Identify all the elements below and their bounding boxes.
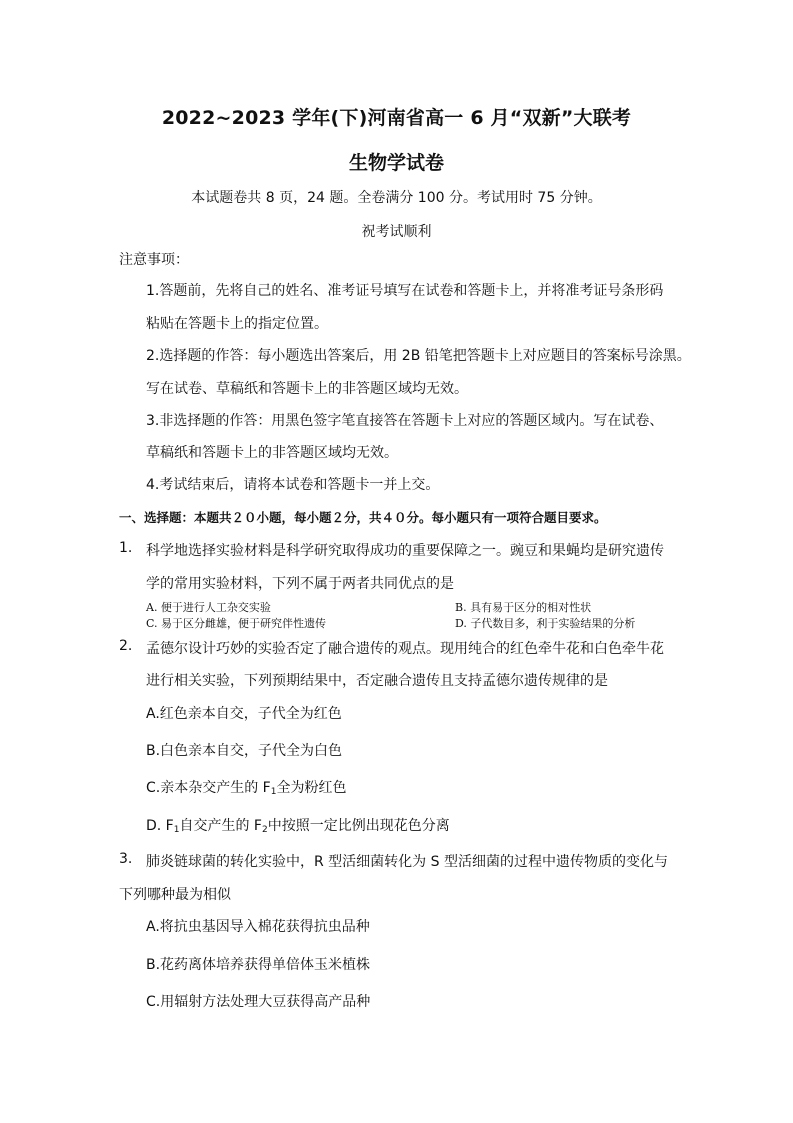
option-b: B.花药离体培养获得单倍体玉米植株	[146, 957, 371, 973]
question-text: 学的常用实验材料，下列不属于两者共同优点的是	[146, 576, 454, 592]
notes-line: 2.选择题的作答：每小题选出答案后，用 2B 铅笔把答题卡上对应题目的答案标号涂黑。	[146, 348, 691, 364]
notes-line: 草稿纸和答题卡上的非答题区域均无效。	[146, 445, 398, 461]
notes-line: 写在试卷、草稿纸和答题卡上的非答题区域均无效。	[146, 381, 468, 397]
question-text: 下列哪种最为相似	[119, 887, 231, 903]
notes-line: 4.考试结束后，请将本试卷和答题卡一并上交。	[146, 477, 440, 493]
question-number: 3.	[119, 851, 133, 867]
exam-title: 2022~2023 学年(下)河南省高一 6 月“双新”大联考	[161, 107, 632, 129]
notes-line: 粘贴在答题卡上的指定位置。	[146, 316, 328, 332]
option-d: D. 子代数目多，利于实验结果的分析	[455, 617, 636, 630]
question-text: 孟德尔设计巧妙的实验否定了融合遗传的观点。现用纯合的红色牵牛花和白色牵牛花	[146, 641, 664, 657]
option-b: B.白色亲本自交，子代全为白色	[146, 743, 343, 759]
option-c: C. 易于区分雌雄，便于研究伴性遗传	[146, 617, 327, 630]
question-text: 肺炎链球菌的转化实验中，R 型活细菌转化为 S 型活细菌的过程中遗传物质的变化与	[146, 854, 668, 870]
exam-subtitle: 生物学试卷	[348, 152, 444, 174]
option-c: C.亲本杂交产生的 $F_1$全为粉红色	[146, 780, 347, 797]
question-number: 1.	[119, 540, 133, 556]
notes-heading: 注意事项：	[119, 252, 189, 268]
exam-wish: 祝考试顺利	[361, 224, 432, 240]
section-heading: 一、选择题：本题共２０小题，每小题２分，共４０分。每小题只有一项符合题目要求。	[119, 510, 607, 525]
option-a: A.红色亲本自交，子代全为红色	[146, 706, 342, 722]
notes-line: 3.非选择题的作答：用黑色签字笔直接答在答题卡上对应的答题区域内。写在试卷、	[146, 413, 664, 429]
option-a: A. 便于进行人工杂交实验	[146, 601, 271, 614]
question-text: 科学地选择实验材料是科学研究取得成功的重要保障之一。豌豆和果蝇均是研究遗传	[146, 543, 664, 559]
option-a: A.将抗虫基因导入棉花获得抗虫品种	[146, 919, 370, 935]
option-b: B. 具有易于区分的相对性状	[455, 601, 592, 614]
option-c: C.用辐射方法处理大豆获得高产品种	[146, 994, 371, 1010]
question-text: 进行相关实验，下列预期结果中，否定融合遗传且支持孟德尔遗传规律的是	[146, 673, 608, 689]
question-number: 2.	[119, 638, 133, 654]
exam-info: 本试题卷共 8 页，24 题。全卷满分 100 分。考试用时 75 分钟。	[191, 190, 602, 206]
notes-line: 1.答题前，先将自己的姓名、准考证号填写在试卷和答题卡上，并将准考证号条形码	[146, 283, 664, 299]
option-d: D. $F_1$自交产生的 $F_2$中按照一定比例出现花色分离	[146, 818, 450, 835]
